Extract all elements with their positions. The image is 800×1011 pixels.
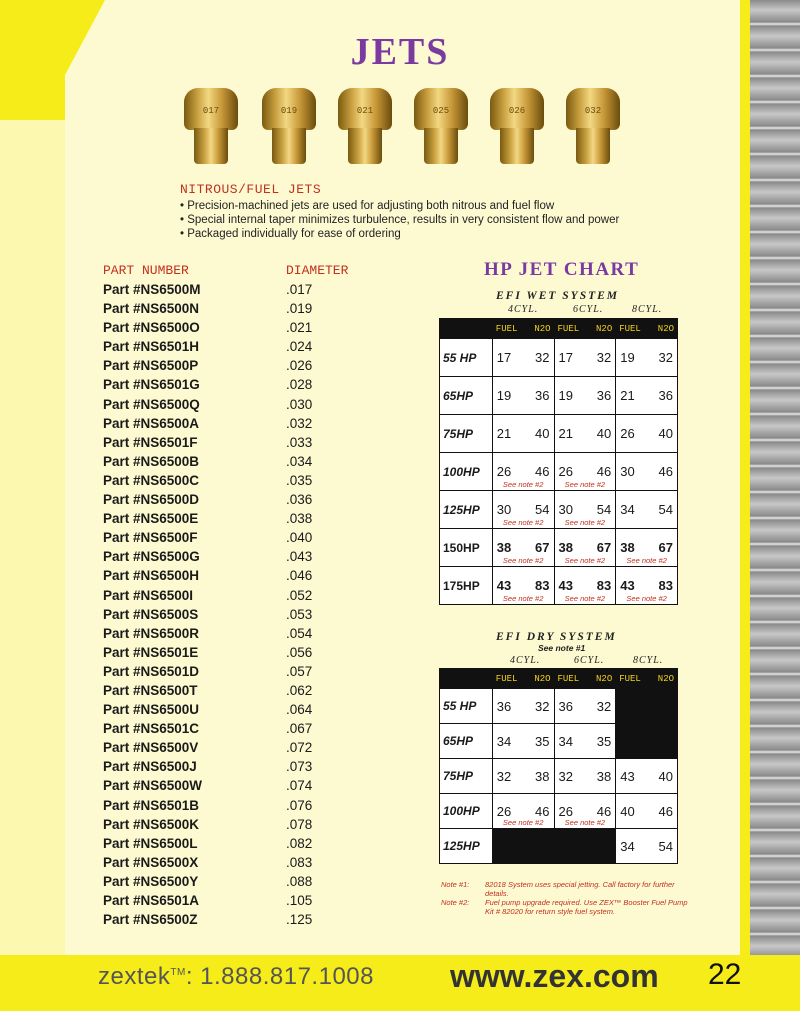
empty-cell xyxy=(616,724,678,759)
part-number: Part #NS6500Z xyxy=(103,912,198,928)
part-number: Part #NS6500J xyxy=(103,759,197,775)
part-number: Part #NS6500M xyxy=(103,282,201,297)
diameter-value: .056 xyxy=(286,644,313,660)
hp-label: 65HP xyxy=(440,377,493,415)
parts-list xyxy=(103,282,343,931)
jet-value-cell: 38 67 See note #2 xyxy=(492,529,554,567)
jet-value-cell: 30 54 See note #2 xyxy=(492,491,554,529)
table-row xyxy=(103,817,343,836)
diameter-value: .030 xyxy=(286,396,313,412)
diameter-value: .067 xyxy=(286,721,313,737)
table-row xyxy=(103,721,343,740)
table-row xyxy=(103,435,343,454)
table-row xyxy=(103,549,343,568)
wet-jet-table xyxy=(439,318,678,605)
diameter-value: .021 xyxy=(286,320,313,336)
table-row xyxy=(103,874,343,893)
fuel-n2o-header: FUEL N2O xyxy=(492,669,554,689)
fuel-n2o-header: FUEL N2O xyxy=(492,319,554,339)
fuel-n2o-header: FUEL N2O xyxy=(616,319,678,339)
diameter-value: .074 xyxy=(286,778,313,794)
diameter-value: .028 xyxy=(286,377,313,393)
jet-value-cell: 30 54 See note #2 xyxy=(554,491,616,529)
table-row xyxy=(103,759,343,778)
table-row xyxy=(103,358,343,377)
jet-value-cell: 19 32 xyxy=(616,339,678,377)
hp-label: 125HP xyxy=(440,829,493,864)
wet-system-title: EFI WET SYSTEM xyxy=(496,290,620,302)
table-row xyxy=(103,377,343,396)
table-row xyxy=(103,397,343,416)
jet-value-cell: 34 54 xyxy=(616,829,678,864)
side-stripes xyxy=(750,0,800,955)
part-number: Part #NS6500V xyxy=(103,740,199,756)
intro-heading: NITROUS/FUEL JETS xyxy=(180,182,322,197)
table-row xyxy=(440,689,678,724)
diameter-value: .057 xyxy=(286,663,313,679)
jet-image: 017 xyxy=(180,88,242,166)
part-number: Part #NS6500E xyxy=(103,511,199,527)
jet-value-cell: 21 40 xyxy=(492,415,554,453)
table-row xyxy=(103,588,343,607)
diameter-value: .052 xyxy=(286,587,313,603)
note-1: Note #1: 82018 System uses special jetting. Call factory for further details. xyxy=(441,880,675,898)
part-number: Part #NS6500S xyxy=(103,606,199,622)
table-row xyxy=(103,645,343,664)
part-number: Part #NS6500A xyxy=(103,415,200,431)
jet-value-cell: 38 67 See note #2 xyxy=(616,529,678,567)
page-title: JETS xyxy=(350,31,450,73)
bullet-item: • Packaged individually for ease of ordering xyxy=(180,227,619,241)
jet-value-cell: 43 83 See note #2 xyxy=(492,567,554,605)
table-row xyxy=(103,912,343,931)
empty-cell xyxy=(554,829,616,864)
table-row xyxy=(103,473,343,492)
jet-value-cell: 19 36 xyxy=(492,377,554,415)
dry-system-title: EFI DRY SYSTEM xyxy=(496,631,617,643)
hp-label: 55 HP xyxy=(440,689,493,724)
empty-cell xyxy=(616,689,678,724)
diameter-value: .062 xyxy=(286,682,313,698)
table-row xyxy=(440,724,678,759)
part-number: Part #NS6501D xyxy=(103,663,200,679)
table-row xyxy=(103,855,343,874)
part-number: Part #NS6500I xyxy=(103,587,194,603)
part-number: Part #NS6501H xyxy=(103,339,200,355)
diameter-value: .040 xyxy=(286,530,313,546)
table-row xyxy=(103,416,343,435)
diameter-value: .076 xyxy=(286,797,313,813)
table-row xyxy=(103,740,343,759)
jet-image: 025 xyxy=(410,88,472,166)
diameter-value: .105 xyxy=(286,893,313,908)
chart-title: HP JET CHART xyxy=(484,259,640,280)
jet-value-cell: 43 40 xyxy=(616,759,678,794)
diameter-value: .038 xyxy=(286,511,313,527)
cyl-label: 4CYL. xyxy=(508,304,539,315)
bullet-item: • Precision-machined jets are used for adjusting both nitrous and fuel flow xyxy=(180,199,619,213)
jet-value-cell: 34 35 xyxy=(554,724,616,759)
jet-value-cell: 38 67 See note #2 xyxy=(554,529,616,567)
part-number-header: PART NUMBER xyxy=(103,263,189,278)
diameter-value: .064 xyxy=(286,702,313,718)
jet-value-cell: 17 32 xyxy=(492,339,554,377)
diameter-value: .043 xyxy=(286,549,313,565)
table-row xyxy=(103,301,343,320)
part-number: Part #NS6501G xyxy=(103,377,200,393)
jet-value-cell: 26 46 See note #2 xyxy=(554,794,616,829)
dry-jet-table xyxy=(439,668,678,864)
table-row xyxy=(440,453,678,491)
fuel-n2o-header: FUEL N2O xyxy=(616,669,678,689)
part-number: Part #NS6500W xyxy=(103,778,203,794)
jet-value-cell: 21 40 xyxy=(554,415,616,453)
hp-label: 175HP xyxy=(440,567,493,605)
part-number: Part #NS6500F xyxy=(103,530,198,546)
jet-value-cell: 21 36 xyxy=(616,377,678,415)
table-row xyxy=(440,377,678,415)
cyl-label: 8CYL. xyxy=(633,655,664,666)
jet-value-cell: 36 32 xyxy=(492,689,554,724)
dry-system-note: See note #1 xyxy=(538,643,586,653)
table-row xyxy=(103,282,343,301)
part-number: Part #NS6500D xyxy=(103,492,200,508)
part-number: Part #NS6500P xyxy=(103,358,199,374)
table-row xyxy=(440,794,678,829)
part-number: Part #NS6500K xyxy=(103,816,200,832)
table-row xyxy=(440,491,678,529)
table-row xyxy=(103,568,343,587)
part-number: Part #NS6501F xyxy=(103,434,198,450)
footer-url[interactable]: www.zex.com xyxy=(450,958,659,994)
hp-label: 100HP xyxy=(440,453,493,491)
table-row xyxy=(103,798,343,817)
diameter-value: .017 xyxy=(286,282,313,297)
part-number: Part #NS6500U xyxy=(103,702,200,718)
hp-label: 75HP xyxy=(440,759,493,794)
jet-value-cell: 26 40 xyxy=(616,415,678,453)
diameter-value: .125 xyxy=(286,912,313,928)
diameter-header: DIAMETER xyxy=(286,263,349,278)
part-number: Part #NS6500C xyxy=(103,472,200,488)
hp-label: 125HP xyxy=(440,491,493,529)
intro-bullets xyxy=(180,199,619,241)
note-2: Note #2: Fuel pump upgrade required. Use ZEX™ Booster Fuel Pump Kit # 82020 for return style fuel system. xyxy=(441,898,688,916)
hp-label: 75HP xyxy=(440,415,493,453)
header-blank xyxy=(440,319,493,339)
diameter-value: .088 xyxy=(286,873,313,889)
cyl-label: 4CYL. xyxy=(510,655,541,666)
table-row xyxy=(440,759,678,794)
diameter-value: .053 xyxy=(286,606,313,622)
part-number: Part #NS6501B xyxy=(103,797,200,813)
jet-value-cell: 26 46 See note #2 xyxy=(492,794,554,829)
jet-value-cell: 34 54 xyxy=(616,491,678,529)
diameter-value: .026 xyxy=(286,358,313,374)
cyl-label: 6CYL. xyxy=(573,304,604,315)
part-number: Part #NS6500G xyxy=(103,549,200,565)
table-row xyxy=(103,836,343,855)
diameter-value: .024 xyxy=(286,339,313,355)
jet-value-cell: 26 46 See note #2 xyxy=(554,453,616,491)
cyl-label: 6CYL. xyxy=(574,655,605,666)
table-row xyxy=(440,529,678,567)
table-row xyxy=(103,492,343,511)
table-row xyxy=(103,778,343,797)
table-row xyxy=(103,702,343,721)
jet-value-cell: 40 46 xyxy=(616,794,678,829)
table-row xyxy=(103,454,343,473)
part-number: Part #NS6500H xyxy=(103,568,200,584)
jet-value-cell: 19 36 xyxy=(554,377,616,415)
diameter-value: .032 xyxy=(286,415,313,431)
part-number: Part #NS6500Q xyxy=(103,396,200,412)
part-number: Part #NS6500Y xyxy=(103,873,199,889)
jet-image: 021 xyxy=(334,88,396,166)
fuel-n2o-header: FUEL N2O xyxy=(554,669,616,689)
jet-image: 019 xyxy=(258,88,320,166)
diameter-value: .083 xyxy=(286,854,313,870)
diameter-value: .073 xyxy=(286,759,313,775)
jet-images xyxy=(180,88,620,168)
diameter-value: .033 xyxy=(286,434,313,450)
bullet-item: • Special internal taper minimizes turbulence, results in very consistent flow and power xyxy=(180,213,619,227)
diameter-value: .054 xyxy=(286,625,313,641)
part-number: Part #NS6500T xyxy=(103,682,198,698)
diameter-value: .046 xyxy=(286,568,313,584)
jet-value-cell: 17 32 xyxy=(554,339,616,377)
part-number: Part #NS6500O xyxy=(103,320,200,336)
table-row xyxy=(103,530,343,549)
hp-label: 65HP xyxy=(440,724,493,759)
part-number: Part #NS6500N xyxy=(103,301,200,317)
part-number: Part #NS6501E xyxy=(103,644,199,660)
chart-notes xyxy=(441,880,691,916)
jet-value-cell: 32 38 xyxy=(492,759,554,794)
table-row xyxy=(103,339,343,358)
cyl-label: 8CYL. xyxy=(632,304,663,315)
jet-value-cell: 32 38 xyxy=(554,759,616,794)
diameter-value: .082 xyxy=(286,835,313,851)
diameter-value: .072 xyxy=(286,740,313,756)
part-number: Part #NS6500R xyxy=(103,625,200,641)
jet-image: 032 xyxy=(562,88,624,166)
table-row xyxy=(103,626,343,645)
table-row xyxy=(440,567,678,605)
hp-label: 100HP xyxy=(440,794,493,829)
jet-value-cell: 34 35 xyxy=(492,724,554,759)
diameter-value: .019 xyxy=(286,301,313,317)
table-row xyxy=(103,607,343,626)
jet-value-cell: 30 46 xyxy=(616,453,678,491)
table-row xyxy=(440,829,678,864)
part-number: Part #NS6500X xyxy=(103,854,199,870)
header-blank xyxy=(440,669,493,689)
part-number: Part #NS6501C xyxy=(103,721,200,737)
part-number: Part #NS6500B xyxy=(103,453,200,469)
table-row xyxy=(103,320,343,339)
jet-image: 026 xyxy=(486,88,548,166)
table-row xyxy=(103,683,343,702)
diameter-value: .034 xyxy=(286,453,313,469)
hp-label: 150HP xyxy=(440,529,493,567)
table-row xyxy=(103,511,343,530)
diameter-value: .036 xyxy=(286,492,313,508)
fuel-n2o-header: FUEL N2O xyxy=(554,319,616,339)
jet-value-cell: 36 32 xyxy=(554,689,616,724)
part-number: Part #NS6500L xyxy=(103,835,198,851)
empty-cell xyxy=(492,829,554,864)
diameter-value: .078 xyxy=(286,816,313,832)
hp-label: 55 HP xyxy=(440,339,493,377)
jet-value-cell: 43 83 See note #2 xyxy=(554,567,616,605)
jet-value-cell: 26 46 See note #2 xyxy=(492,453,554,491)
table-row xyxy=(440,339,678,377)
table-row xyxy=(440,415,678,453)
table-row xyxy=(103,893,343,912)
table-row xyxy=(103,664,343,683)
part-number: Part #NS6501A xyxy=(103,893,200,908)
diameter-value: .035 xyxy=(286,472,313,488)
jet-value-cell: 43 83 See note #2 xyxy=(616,567,678,605)
footer-brand: zextek™: 1.888.817.1008 xyxy=(98,963,374,990)
page-number: 22 xyxy=(708,958,742,991)
